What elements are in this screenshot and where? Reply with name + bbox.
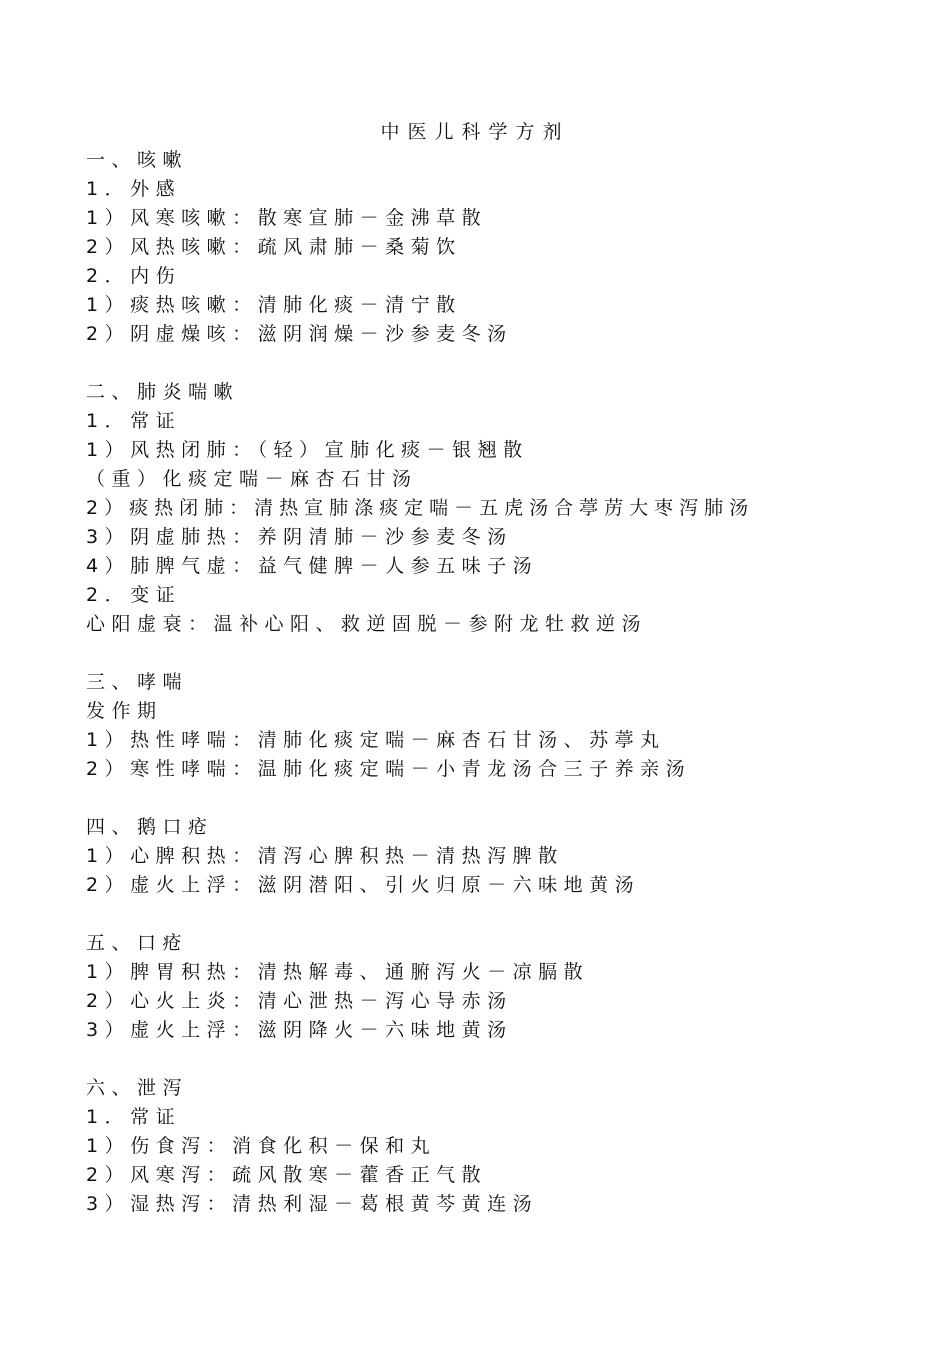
section-mouth-sore — [86, 929, 926, 1045]
text-line: 2）寒性哮喘：温肺化痰定喘－小青龙汤合三子养亲汤 — [86, 758, 692, 780]
document-title: 中医儿科学方剂 — [380, 121, 570, 143]
text-line: 3）虚火上浮：滋阴降火－六味地黄汤 — [86, 1019, 513, 1041]
text-line: 2）风寒泻：疏风散寒－藿香正气散 — [86, 1164, 488, 1186]
text-line: 1．常证 — [86, 410, 182, 432]
text-line: 1）热性哮喘：清肺化痰定喘－麻杏石甘汤、苏葶丸 — [86, 729, 666, 751]
blank-line — [86, 784, 926, 813]
section-diarrhea — [86, 1074, 926, 1219]
text-line: 1）伤食泻：消食化积－保和丸 — [86, 1135, 437, 1157]
text-line: 1）风寒咳嗽：散寒宣肺－金沸草散 — [86, 207, 488, 229]
text-line: 2）痰热闭肺：清热宣肺涤痰定喘－五虎汤合葶苈大枣泻肺汤 — [86, 497, 755, 519]
section-heading: 三、哮喘 — [86, 671, 189, 693]
blank-line — [86, 639, 926, 668]
blank-line — [86, 349, 926, 378]
text-line: 2．内伤 — [86, 265, 182, 287]
text-line: 1）风热闭肺：（轻）宣肺化痰－银翘散 — [86, 439, 529, 461]
text-line: 4）肺脾气虚：益气健脾－人参五味子汤 — [86, 555, 539, 577]
section-heading: 四、鹅口疮 — [86, 816, 214, 838]
text-line: 1．外感 — [86, 178, 182, 200]
text-line: 3）阴虚肺热：养阴清肺－沙参麦冬汤 — [86, 526, 513, 548]
text-line: 3）湿热泻：清热利湿－葛根黄芩黄连汤 — [86, 1193, 539, 1215]
text-line: 2）心火上炎：清心泄热－泻心导赤汤 — [86, 990, 513, 1012]
blank-line — [86, 1045, 926, 1074]
text-line: 1）脾胃积热：清热解毒、通腑泻火－凉膈散 — [86, 961, 590, 983]
text-line: （重）化痰定喘－麻杏石甘汤 — [86, 468, 418, 490]
section-asthma — [86, 668, 926, 784]
text-line: 1）痰热咳嗽：清肺化痰－清宁散 — [86, 294, 462, 316]
text-line: 1）心脾积热：清泻心脾积热－清热泻脾散 — [86, 845, 564, 867]
text-line: 2）虚火上浮：滋阴潜阳、引火归原－六味地黄汤 — [86, 874, 641, 896]
blank-line — [86, 900, 926, 929]
section-pneumonia — [86, 378, 926, 639]
text-line: 发作期 — [86, 700, 163, 722]
text-line: 2）阴虚燥咳：滋阴润燥－沙参麦冬汤 — [86, 323, 513, 345]
text-line: 2）风热咳嗽：疏风肃肺－桑菊饮 — [86, 236, 462, 258]
section-heading: 五、口疮 — [86, 932, 189, 954]
section-cough — [86, 146, 926, 349]
section-heading: 二、肺炎喘嗽 — [86, 381, 240, 403]
section-heading: 六、泄泻 — [86, 1077, 189, 1099]
document-body — [86, 146, 926, 1219]
text-line: 1．常证 — [86, 1106, 182, 1128]
text-line: 2．变证 — [86, 584, 182, 606]
text-line: 心阳虚衰：温补心阳、救逆固脱－参附龙牡救逆汤 — [86, 613, 648, 635]
section-heading: 一、咳嗽 — [86, 149, 189, 171]
section-thrush — [86, 813, 926, 900]
